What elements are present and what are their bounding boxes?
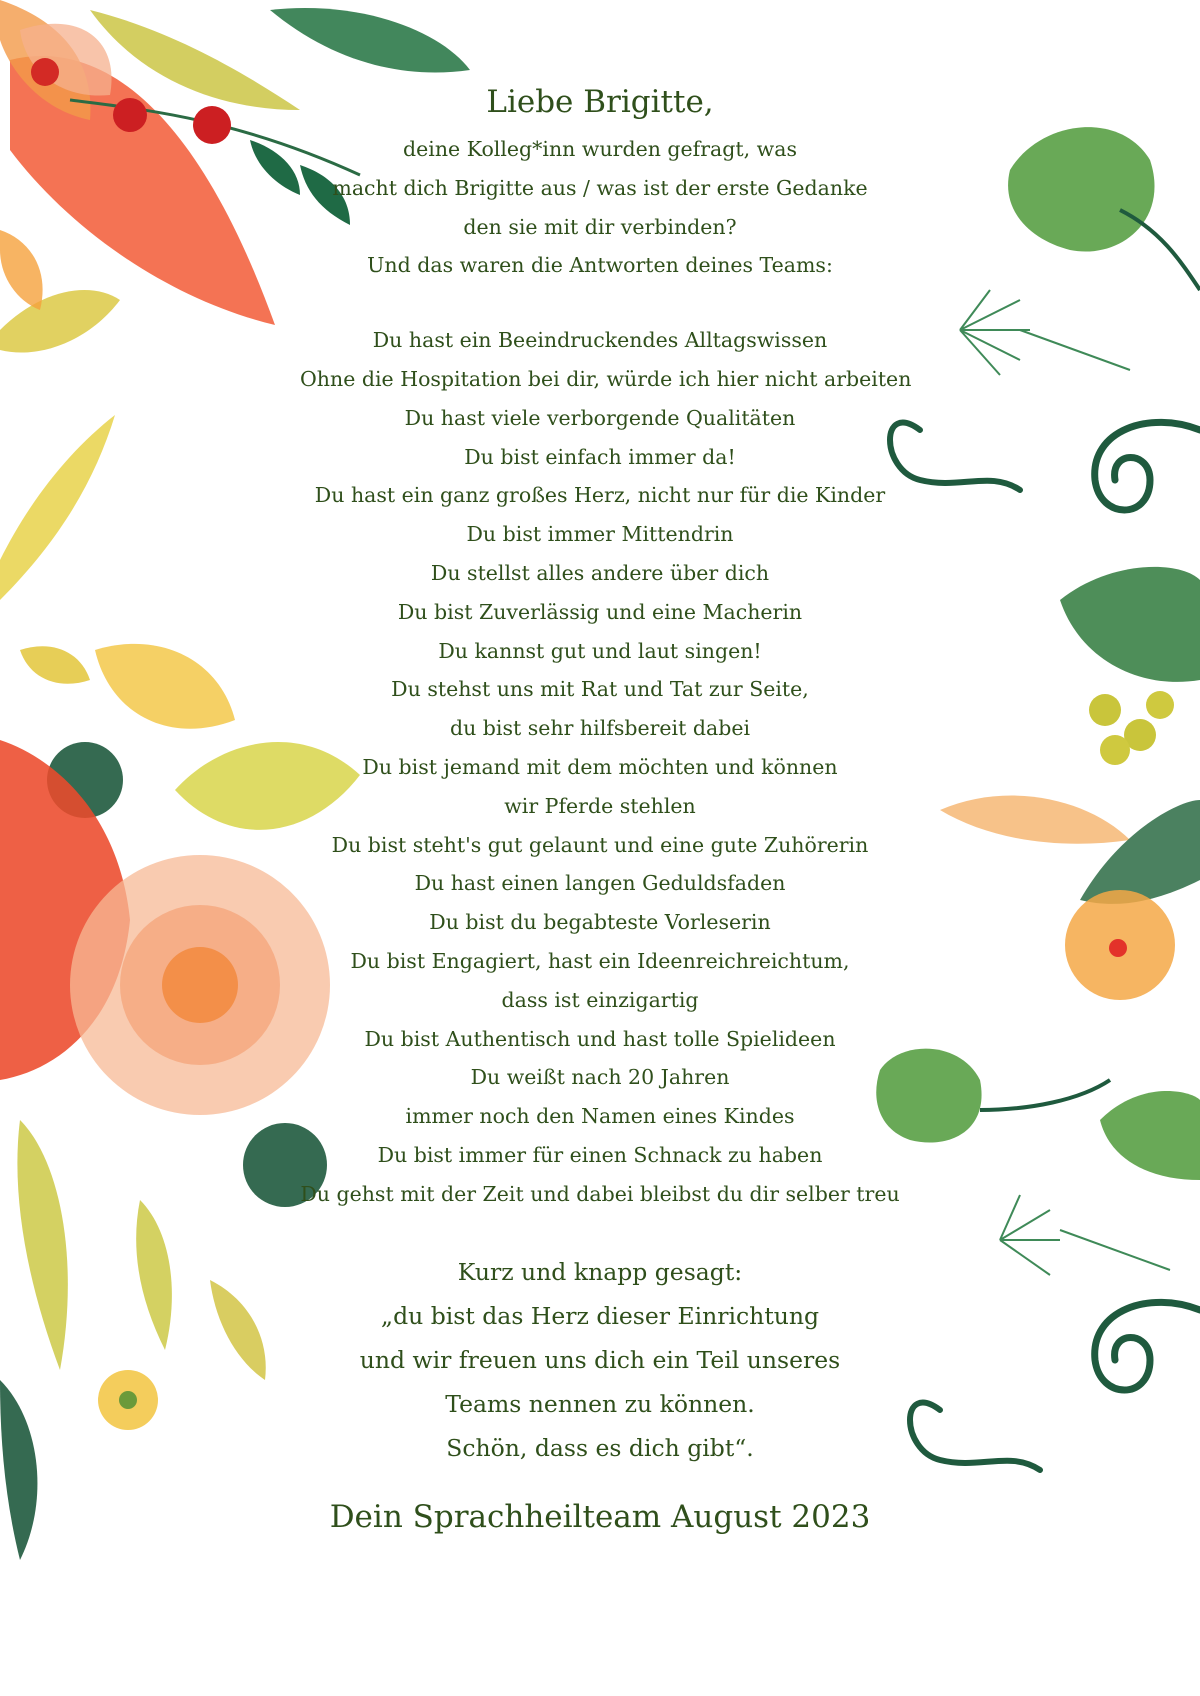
answer-line: Du stehst uns mit Rat und Tat zur Seite, — [391, 677, 809, 702]
answer-line: Du bist jemand mit dem möchten und können — [362, 754, 838, 779]
red-berry — [193, 106, 231, 144]
fan-leaves — [960, 290, 1130, 375]
answer-line: Du bist immer Mittendrin — [466, 522, 734, 547]
answer-line: immer noch den Namen eines Kindes — [405, 1104, 795, 1129]
green-leaf-right — [1080, 800, 1200, 904]
intro-line: Und das waren die Antworten deines Teams: — [367, 253, 833, 278]
closing-line: Kurz und knapp gesagt: — [457, 1257, 743, 1286]
answer-line: Du kannst gut und laut singen! — [438, 638, 762, 663]
right-floral-border — [876, 127, 1200, 1470]
red-berry — [31, 58, 59, 86]
green-stem — [980, 1080, 1110, 1110]
answer-line: Du weißt nach 20 Jahren — [470, 1065, 730, 1090]
green-leaf-right — [1060, 567, 1200, 682]
signature: Dein Sprachheilteam August 2023 — [329, 1498, 871, 1535]
answer-line: Du bist Engagiert, hast ein Ideenreichreichtum, — [350, 948, 850, 973]
answer-line: dass ist einzigartig — [501, 987, 699, 1012]
answer-line: Ohne die Hospitation bei dir, würde ich hier nicht arbeiten — [300, 366, 912, 391]
answer-line: Du bist Authentisch und hast tolle Spielideen — [364, 1026, 836, 1051]
intro-line: den sie mit dir verbinden? — [463, 214, 737, 239]
swirl-tendril — [910, 1403, 1040, 1470]
yellow-blossom-center — [119, 1391, 137, 1409]
closing-line: Teams nennen zu können. — [445, 1389, 755, 1418]
yellow-berry — [1100, 735, 1130, 765]
olive-leaf-low — [136, 1200, 172, 1350]
answer-line: Du bist du begabteste Vorleserin — [429, 910, 771, 935]
closing-line: und wir freuen uns dich ein Teil unseres — [359, 1345, 841, 1374]
yellow-berry — [1089, 694, 1121, 726]
answer-line: du bist sehr hilfsbereit dabei — [449, 716, 751, 741]
intro-line: macht dich Brigitte aus / was ist der erste Gedanke — [332, 175, 868, 200]
orange-flower-center — [1109, 939, 1127, 957]
answer-line: Du bist Zuverlässig und eine Macherin — [397, 599, 803, 624]
red-berry — [113, 98, 147, 132]
answer-line: Du bist immer für einen Schnack zu haben — [377, 1142, 823, 1167]
answer-line: Du hast viele verborgende Qualitäten — [404, 405, 796, 430]
swirl-tendril — [1095, 1302, 1200, 1390]
answer-line: Du bist einfach immer da! — [464, 444, 736, 469]
peach-rose-center — [162, 947, 238, 1023]
olive-leaf-low — [17, 1120, 67, 1370]
answer-line: Du hast ein Beeindruckendes Alltagswissen — [372, 328, 828, 353]
yellow-berry — [1146, 691, 1174, 719]
orange-leaf-mid — [0, 230, 43, 310]
team-answers — [300, 321, 912, 1213]
yellow-leaf-small — [20, 646, 90, 684]
answer-line: Du gehst mit der Zeit und dabei bleibst du dir selber treu — [300, 1181, 900, 1206]
answer-line: Du bist steht's gut gelaunt und eine gute Zuhörerin — [331, 832, 869, 857]
swirl-tendril — [890, 423, 1020, 490]
answer-line: Du hast ein ganz großes Herz, nicht nur für die Kinder — [314, 483, 886, 508]
green-leaf-right — [1100, 1091, 1200, 1180]
letter-text — [300, 78, 912, 1542]
fan-leaves — [1000, 1195, 1170, 1275]
dark-leaf-bottom — [0, 1380, 37, 1560]
answer-line: Du stellst alles andere über dich — [430, 560, 770, 585]
greeting: Liebe Brigitte, — [486, 84, 714, 120]
yellow-leaf-long — [0, 415, 115, 600]
swirl-tendril — [1095, 422, 1200, 510]
closing-line: Schön, dass es dich gibt“. — [446, 1433, 754, 1462]
green-flower-bud — [1008, 127, 1154, 251]
intro-line: deine Kolleg*inn wurden gefragt, was — [403, 137, 797, 161]
answer-line: wir Pferde stehlen — [504, 793, 696, 818]
yellow-fan-leaf — [0, 290, 120, 353]
green-leaf-top — [270, 8, 470, 72]
peach-leaf — [940, 796, 1130, 844]
intro-paragraph — [300, 130, 900, 285]
closing-line: „du bist das Herz dieser Einrichtung — [380, 1301, 820, 1330]
closing-paragraph — [300, 1250, 900, 1470]
yellow-leaf-mid — [95, 644, 235, 729]
olive-leaf-low — [210, 1280, 266, 1380]
answer-line: Du hast einen langen Geduldsfaden — [414, 871, 786, 896]
